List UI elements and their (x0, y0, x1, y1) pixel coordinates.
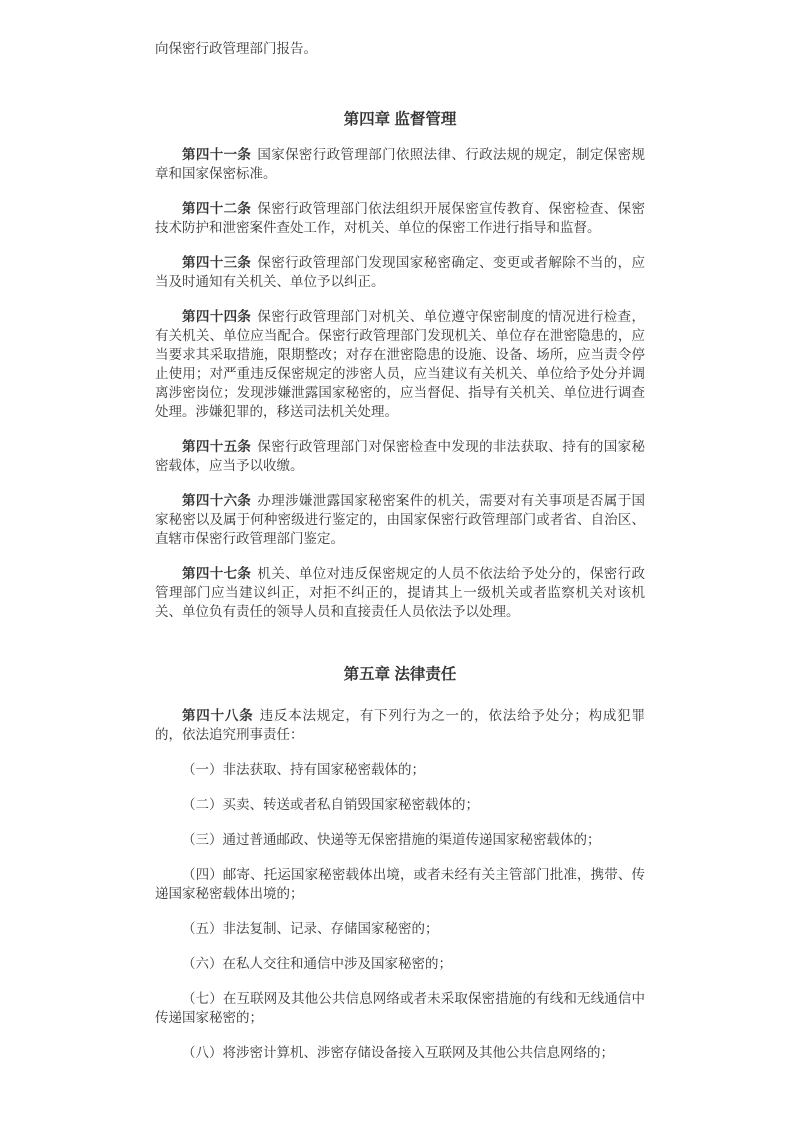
article-43-text: 保密行政管理部门发现国家秘密确定、变更或者解除不当的，应当及时通知有关机关、单位予以纠正。 (155, 255, 646, 289)
article-43-number: 第四十三条 (182, 255, 252, 270)
article-44-paragraph (155, 307, 645, 421)
article-41-number: 第四十一条 (182, 147, 252, 162)
article-44-number: 第四十四条 (182, 309, 252, 324)
article-48-paragraph (155, 706, 645, 744)
article-43-paragraph (155, 253, 645, 291)
list-item-4: （四）邮寄、托运国家秘密载体出境，或者未经有关主管部门批准，携带、传递国家秘密载体出境的； (155, 867, 645, 901)
article-48-text: 违反本法规定，有下列行为之一的，依法给予处分；构成犯罪的，依法追究刑事责任： (155, 708, 646, 742)
list-item-6: （六）在私人交往和通信中涉及国家秘密的； (182, 956, 452, 971)
list-item-3: （三）通过普通邮政、快递等无保密措施的渠道传递国家秘密载体的； (182, 832, 601, 847)
list-item-1: （一）非法获取、持有国家秘密载体的； (182, 762, 425, 777)
article-42-paragraph (155, 199, 645, 237)
article-47-paragraph (155, 564, 645, 621)
article-46-number: 第四十六条 (182, 493, 252, 508)
article-45-text: 保密行政管理部门对保密检查中发现的非法获取、持有的国家秘密载体，应当予以收缴。 (155, 439, 646, 473)
article-45-number: 第四十五条 (182, 439, 252, 454)
article-46-text: 办理涉嫌泄露国家秘密案件的机关，需要对有关事项是否属于国家秘密以及属于何种密级进行鉴定的，由国家保密行政管理部门或者省、自治区、直辖市保密行政管理部门鉴定。 (155, 493, 646, 546)
list-item-2: （二）买卖、转送或者私自销毁国家秘密载体的； (182, 797, 479, 812)
chapter-5-heading: 第五章 法律责任 (343, 666, 457, 683)
list-item-7: （七）在互联网及其他公共信息网络或者未采取保密措施的有线和无线通信中传递国家秘密的； (155, 991, 645, 1025)
continuation-paragraph: 向保密行政管理部门报告。 (155, 41, 317, 56)
article-46-paragraph (155, 491, 645, 548)
list-item-8: （八）将涉密计算机、涉密存储设备接入互联网及其他公共信息网络的； (182, 1045, 614, 1060)
chapter-4-heading: 第四章 监督管理 (343, 111, 457, 128)
article-47-number: 第四十七条 (182, 566, 252, 581)
list-item-5: （五）非法复制、记录、存储国家秘密的； (182, 921, 439, 936)
article-45-paragraph (155, 437, 645, 475)
article-44-text: 保密行政管理部门对机关、单位遵守保密制度的情况进行检查，有关机关、单位应当配合。保密行政管理部门发现机关、单位存在泄密隐患的，应当要求其采取措施，限期整改；对存在泄密隐患的设施、设备、场所，应当责令停止使用；对严重违反保密规定的涉密人员，应当建议有关机关、单位给予处分并调离涉密岗位；发现涉嫌泄露国家秘密的，应当督促、指导有关机关、单位进行调查处理。涉嫌犯罪的，移送司法机关处理。 (155, 309, 646, 419)
article-47-text: 机关、单位对违反保密规定的人员不依法给予处分的，保密行政管理部门应当建议纠正，对拒不纠正的，提请其上一级机关或者监察机关对该机关、单位负有责任的领导人员和直接责任人员依法予以处理。 (155, 566, 646, 619)
article-42-text: 保密行政管理部门依法组织开展保密宣传教育、保密检查、保密技术防护和泄密案件查处工作，对机关、单位的保密工作进行指导和监督。 (155, 201, 646, 235)
article-42-number: 第四十二条 (182, 201, 252, 216)
article-48-number: 第四十八条 (182, 708, 254, 723)
article-41-text: 国家保密行政管理部门依照法律、行政法规的规定，制定保密规章和国家保密标准。 (155, 147, 646, 181)
article-41-paragraph (155, 145, 645, 183)
